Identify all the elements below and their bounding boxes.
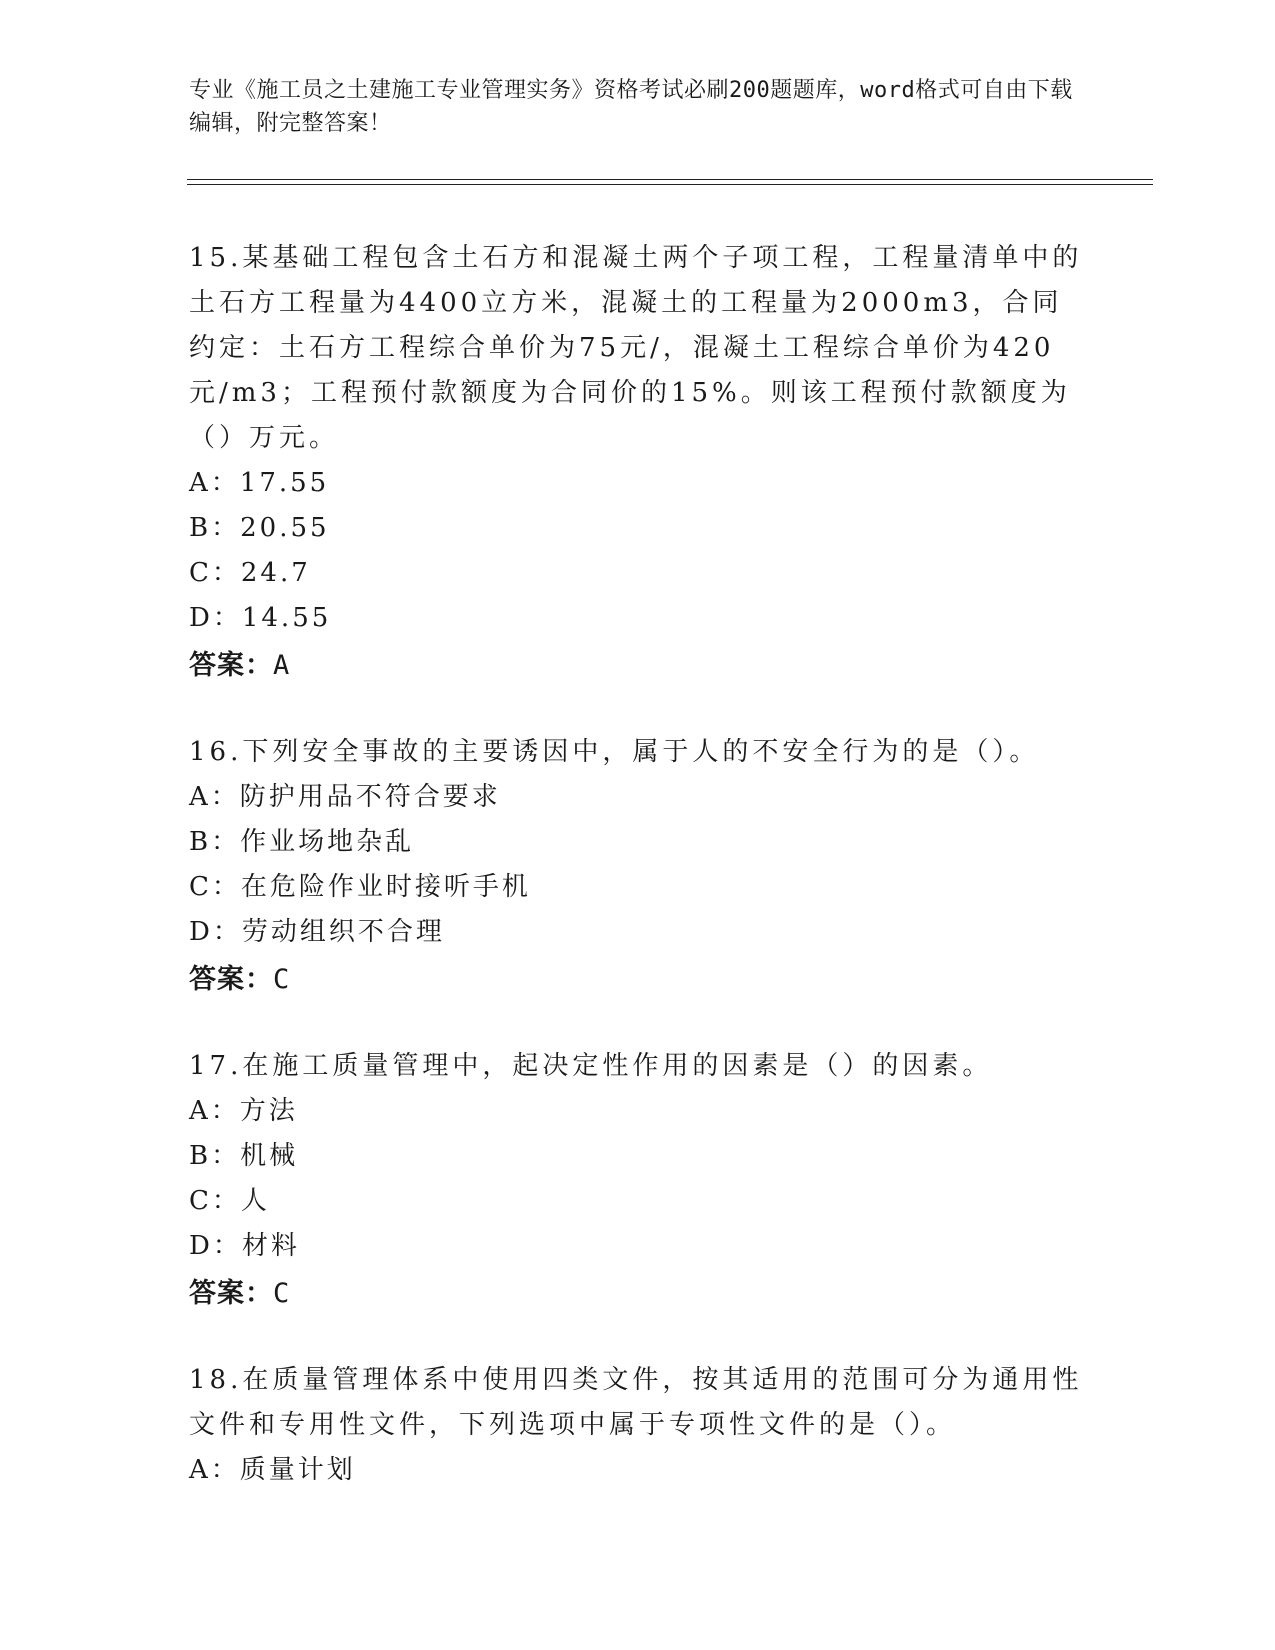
header-divider-top xyxy=(187,179,1153,180)
answer-label: 答案： xyxy=(189,964,273,995)
option-b: B：作业场地杂乱 xyxy=(189,827,415,857)
option-a: A：方法 xyxy=(189,1096,298,1126)
question-stem: 15.某基础工程包含土石方和混凝土两个子项工程，工程量清单中的土石方工程量为4400立方米，混凝土的工程量为2000m3，合同约定：土石方工程综合单价为75元/，混凝土工程综合单价为420元/m3；工程预付款额度为合同价的15%。则该工程预付款额度为（）万元。 xyxy=(189,243,1083,453)
answer-value: C xyxy=(273,1278,291,1309)
document-header: 专业《施工员之土建施工专业管理实务》资格考试必刷200题题库，word格式可自由下载编辑，附完整答案！ xyxy=(189,78,1073,136)
answer-label: 答案： xyxy=(189,1278,273,1309)
option-c: C：人 xyxy=(189,1186,270,1216)
answer-line xyxy=(189,957,1089,1002)
question-18 xyxy=(189,1358,1089,1493)
answer-label: 答案： xyxy=(189,650,273,681)
header-divider-bottom xyxy=(187,184,1153,185)
question-17 xyxy=(189,1044,1089,1316)
question-stem: 18.在质量管理体系中使用四类文件，按其适用的范围可分为通用性文件和专用性文件，下列选项中属于专项性文件的是（）。 xyxy=(189,1365,1083,1440)
question-list xyxy=(189,236,1089,1535)
answer-line xyxy=(189,1271,1089,1316)
option-c: C：在危险作业时接听手机 xyxy=(189,872,531,902)
question-16 xyxy=(189,730,1089,1002)
answer-value: C xyxy=(273,964,291,995)
option-c: C：24.7 xyxy=(189,558,311,588)
option-a: A：17.55 xyxy=(189,468,330,498)
question-stem: 17.在施工质量管理中，起决定性作用的因素是（）的因素。 xyxy=(189,1051,993,1081)
option-d: D：14.55 xyxy=(189,603,332,633)
option-a: A：防护用品不符合要求 xyxy=(189,782,501,812)
answer-line xyxy=(189,643,1089,688)
option-b: B：20.55 xyxy=(189,513,330,543)
answer-value: A xyxy=(273,650,291,681)
option-b: B：机械 xyxy=(189,1141,299,1171)
option-d: D：材料 xyxy=(189,1231,300,1261)
question-15 xyxy=(189,236,1089,688)
option-a: A：质量计划 xyxy=(189,1455,356,1485)
question-stem: 16.下列安全事故的主要诱因中，属于人的不安全行为的是（）。 xyxy=(189,737,1040,767)
option-d: D：劳动组织不合理 xyxy=(189,917,445,947)
